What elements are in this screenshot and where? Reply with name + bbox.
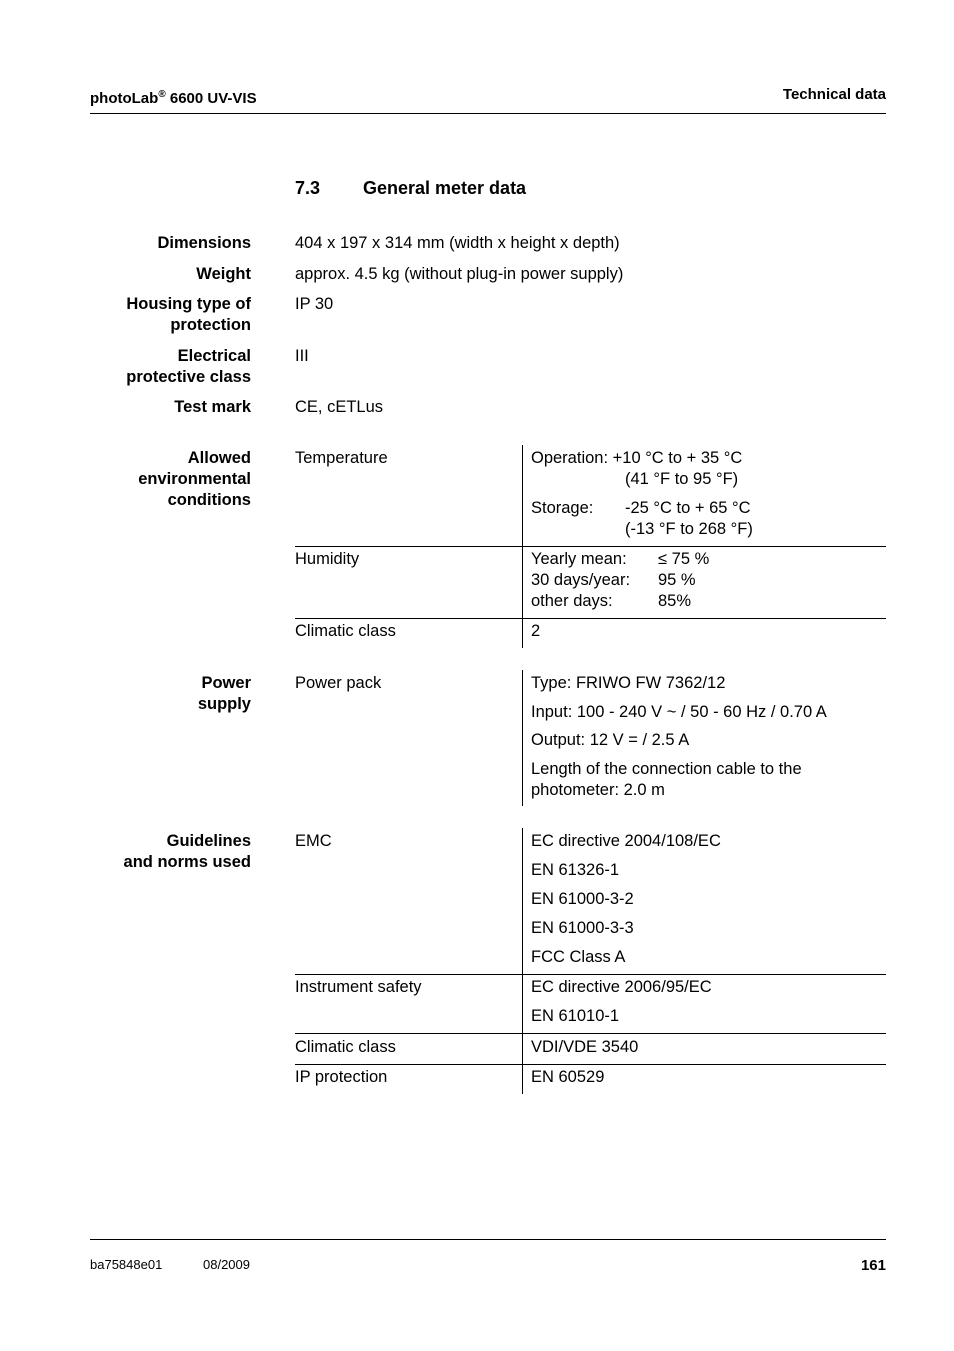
emc-item: FCC Class A: [531, 948, 626, 966]
power-cable-line2: photometer: 2.0 m: [531, 781, 665, 799]
safety-item: EN 61010-1: [531, 1007, 620, 1025]
power-input: Input: 100 - 240 V ~ / 50 - 60 Hz / 0.70 A: [531, 703, 827, 721]
product-name: photoLab: [90, 90, 159, 107]
power-label-line1: Power: [201, 674, 251, 692]
row-separator: [295, 1033, 886, 1034]
temperature-name: Temperature: [295, 449, 388, 467]
guidelines-label: [90, 831, 251, 873]
ip-protection-name: IP protection: [295, 1068, 388, 1086]
humidity-other-label: other days:: [531, 592, 613, 610]
environment-label-line2: environmental: [138, 470, 251, 488]
guidelines-climatic-name: Climatic class: [295, 1038, 396, 1056]
environment-label-line3: conditions: [167, 491, 251, 509]
dimensions-label: Dimensions: [157, 234, 251, 252]
climatic-class-name: Climatic class: [295, 622, 396, 640]
testmark-value: CE, cETLus: [295, 398, 384, 416]
humidity-30days-value: 95 %: [658, 571, 696, 589]
guidelines-label-line2: and norms used: [123, 853, 251, 871]
electrical-label-line1: Electrical: [177, 347, 251, 365]
row-separator: [295, 974, 886, 975]
section-number: 7.3: [295, 178, 321, 198]
environment-label-line1: Allowed: [187, 449, 251, 467]
row-separator: [295, 546, 886, 547]
doc-id: ba75848e01: [90, 1257, 163, 1272]
emc-name: EMC: [295, 832, 332, 850]
header-rule: [90, 113, 886, 114]
product-model: 6600 UV-VIS: [165, 90, 257, 107]
power-cable-line1: Length of the connection cable to the: [531, 760, 802, 778]
safety-name: Instrument safety: [295, 978, 422, 996]
power-label: [90, 673, 251, 715]
humidity-yearly-label: Yearly mean:: [531, 550, 627, 568]
temperature-storage-value: -25 °C to + 65 °C: [625, 499, 751, 517]
emc-item: EC directive 2004/108/EC: [531, 832, 721, 850]
power-type: Type: FRIWO FW 7362/12: [531, 674, 726, 692]
guidelines-table-divider: [522, 828, 523, 1094]
temperature-storage-f: (-13 °F to 268 °F): [625, 520, 753, 538]
emc-item: EN 61000-3-2: [531, 890, 634, 908]
running-header-chapter: Technical data: [782, 86, 886, 103]
row-separator: [295, 1064, 886, 1065]
housing-label: [90, 294, 251, 336]
housing-label-line2: protection: [170, 316, 251, 334]
footer-rule: [90, 1239, 886, 1240]
ip-protection-value: EN 60529: [531, 1068, 605, 1086]
emc-item: EN 61326-1: [531, 861, 620, 879]
page-number: 161: [860, 1257, 886, 1274]
weight-value: approx. 4.5 kg (without plug-in power supply): [295, 265, 624, 283]
temperature-operation: Operation: +10 °C to + 35 °C: [531, 449, 743, 467]
guidelines-climatic-value: VDI/VDE 3540: [531, 1038, 639, 1056]
electrical-value: III: [295, 347, 309, 365]
registered-mark: ®: [158, 89, 166, 100]
power-table-divider: [522, 670, 523, 806]
electrical-label: [90, 346, 251, 388]
doc-date: 08/2009: [203, 1257, 250, 1272]
humidity-yearly-value: ≤ 75 %: [658, 550, 710, 568]
housing-label-line1: Housing type of: [126, 295, 251, 313]
safety-item: EC directive 2006/95/EC: [531, 978, 712, 996]
row-separator: [295, 618, 886, 619]
temperature-operation-f: (41 °F to 95 °F): [625, 470, 739, 488]
humidity-other-value: 85%: [658, 592, 692, 610]
running-header-product: [90, 86, 257, 108]
environment-label: [90, 448, 251, 511]
emc-item: EN 61000-3-3: [531, 919, 634, 937]
guidelines-label-line1: Guidelines: [166, 832, 251, 850]
power-pack-name: Power pack: [295, 674, 382, 692]
weight-label: Weight: [196, 265, 251, 283]
electrical-label-line2: protective class: [126, 368, 251, 386]
testmark-label: Test mark: [174, 398, 251, 416]
temperature-storage-label: Storage:: [531, 499, 594, 517]
climatic-class-value: 2: [531, 622, 541, 640]
power-output: Output: 12 V = / 2.5 A: [531, 731, 690, 749]
humidity-name: Humidity: [295, 550, 360, 568]
power-label-line2: supply: [197, 695, 251, 713]
housing-value: IP 30: [295, 295, 334, 313]
dimensions-value: 404 x 197 x 314 mm (width x height x depth): [295, 234, 620, 252]
section-title: General meter data: [363, 178, 527, 198]
humidity-30days-label: 30 days/year:: [531, 571, 631, 589]
